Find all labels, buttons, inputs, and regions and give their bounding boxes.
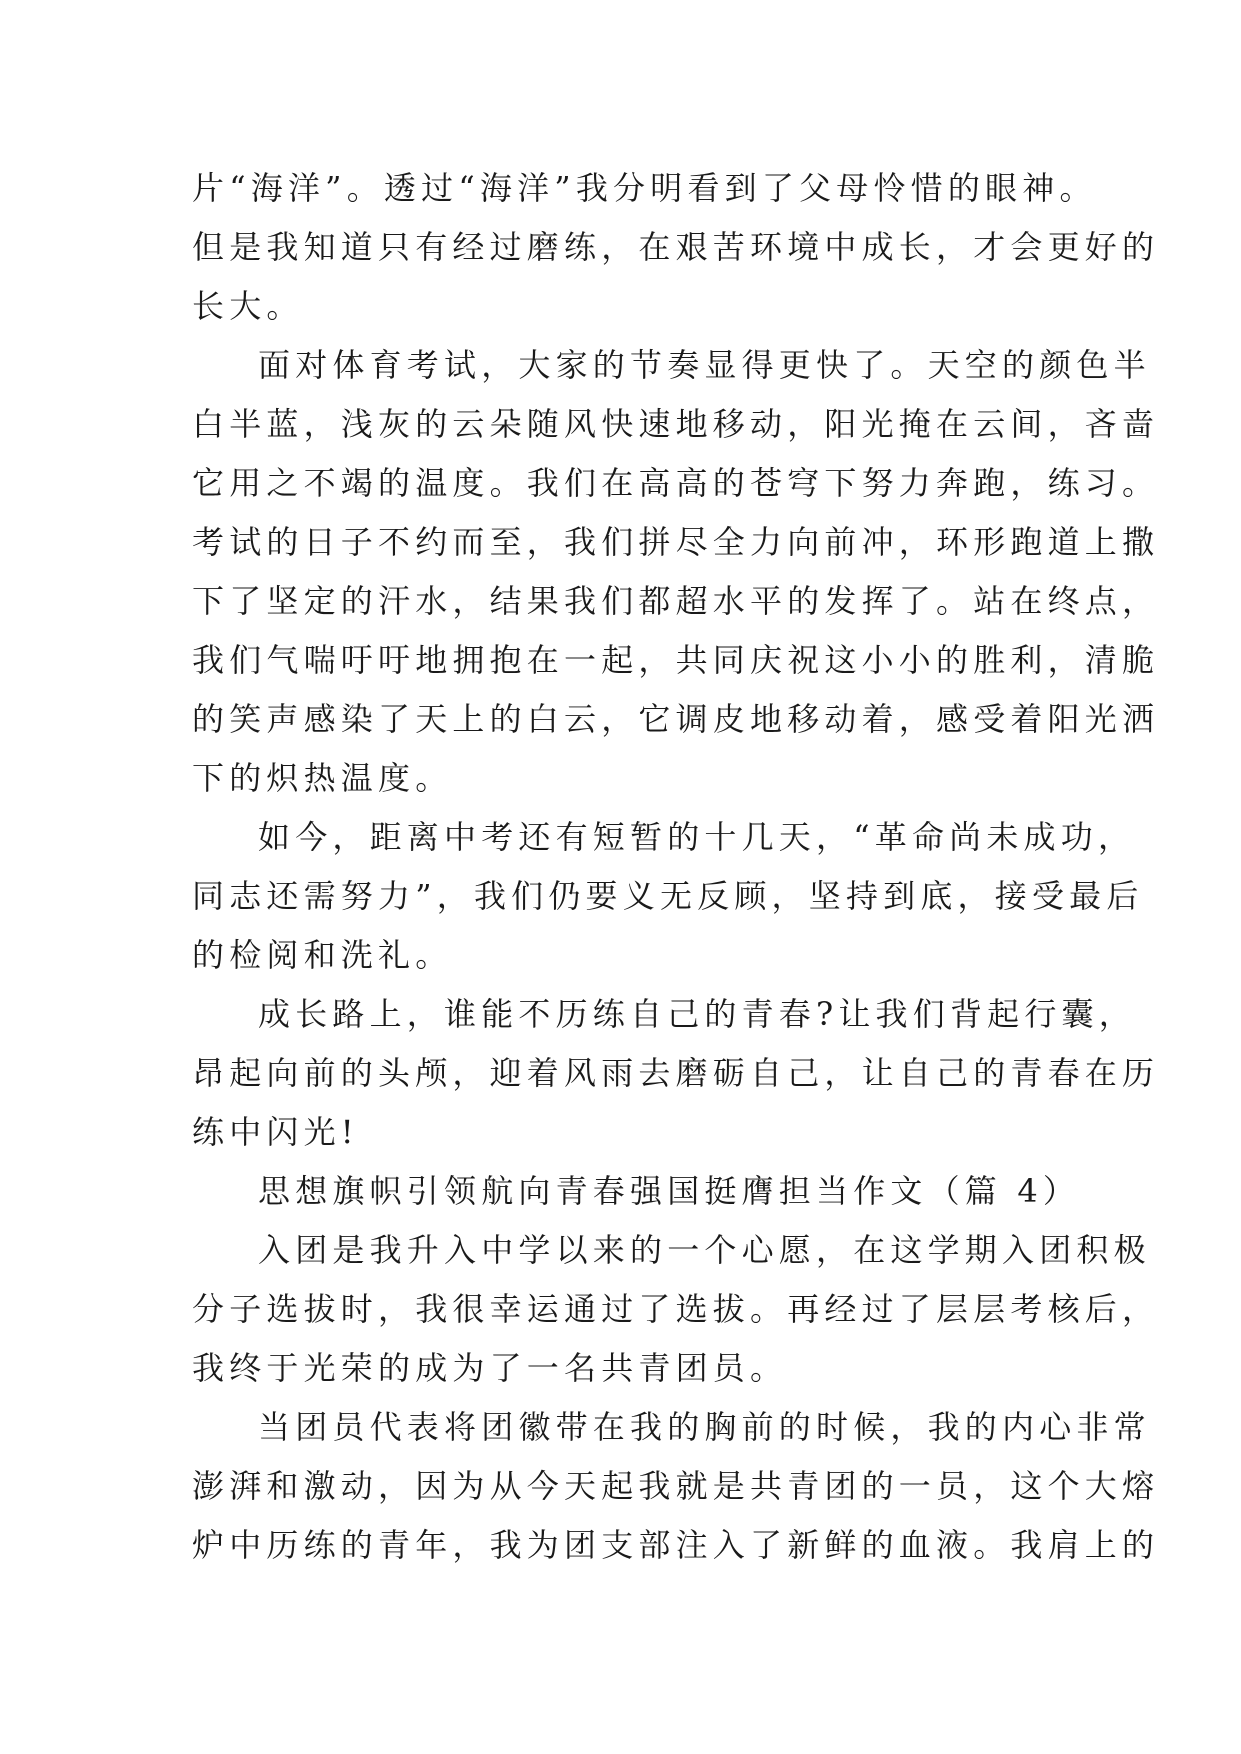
text-line: 片“海洋”。透过“海洋”我分明看到了父母怜惜的眼神。: [192, 169, 1097, 207]
text-line: 面对体育考试，大家的节奏显得更快了。天空的颜色半: [258, 346, 1151, 384]
text-line: 的检阅和洗礼。: [192, 936, 453, 974]
text-line: 思想旗帜引领航向青春强国挺膺担当作文（篇 4）: [258, 1172, 1081, 1210]
text-line: 澎湃和激动，因为从今天起我就是共青团的一员，这个大熔: [192, 1467, 1160, 1505]
text-line: 考试的日子不约而至，我们拼尽全力向前冲，环形跑道上撒: [192, 523, 1160, 561]
document-body: [192, 159, 1160, 1575]
text-line: 下了坚定的汗水，结果我们都超水平的发挥了。站在终点，: [192, 582, 1160, 620]
text-line: 如今，距离中考还有短暂的十几天，“革命尚未成功，: [258, 818, 1136, 856]
text-line: 练中闪光!: [192, 1113, 359, 1151]
text-line: 昂起向前的头颅，迎着风雨去磨砺自己，让自己的青春在历: [192, 1054, 1160, 1092]
text-line: 炉中历练的青年，我为团支部注入了新鲜的血液。我肩上的: [192, 1526, 1160, 1564]
text-line: 白半蓝，浅灰的云朵随风快速地移动，阳光掩在云间，吝啬: [192, 405, 1160, 443]
text-line: 分子选拔时，我很幸运通过了选拔。再经过了层层考核后，: [192, 1290, 1160, 1328]
text-line: 的笑声感染了天上的白云，它调皮地移动着，感受着阳光洒: [192, 700, 1160, 738]
text-line: 但是我知道只有经过磨练，在艰苦环境中成长，才会更好的: [192, 228, 1160, 266]
text-line: 当团员代表将团徽带在我的胸前的时候，我的内心非常: [258, 1408, 1151, 1446]
text-line: 同志还需努力”，我们仍要义无反顾，坚持到底，接受最后: [192, 877, 1144, 915]
text-line: 下的炽热温度。: [192, 759, 453, 797]
text-line: 长大。: [192, 287, 304, 325]
text-line: 入团是我升入中学以来的一个心愿，在这学期入团积极: [258, 1231, 1151, 1269]
text-line: 我终于光荣的成为了一名共青团员。: [192, 1349, 788, 1387]
text-line: 成长路上，谁能不历练自己的青春?让我们背起行囊，: [258, 995, 1136, 1033]
text-line: 我们气喘吁吁地拥抱在一起，共同庆祝这小小的胜利，清脆: [192, 641, 1160, 679]
text-line: 它用之不竭的温度。我们在高高的苍穹下努力奔跑，练习。: [192, 464, 1160, 502]
